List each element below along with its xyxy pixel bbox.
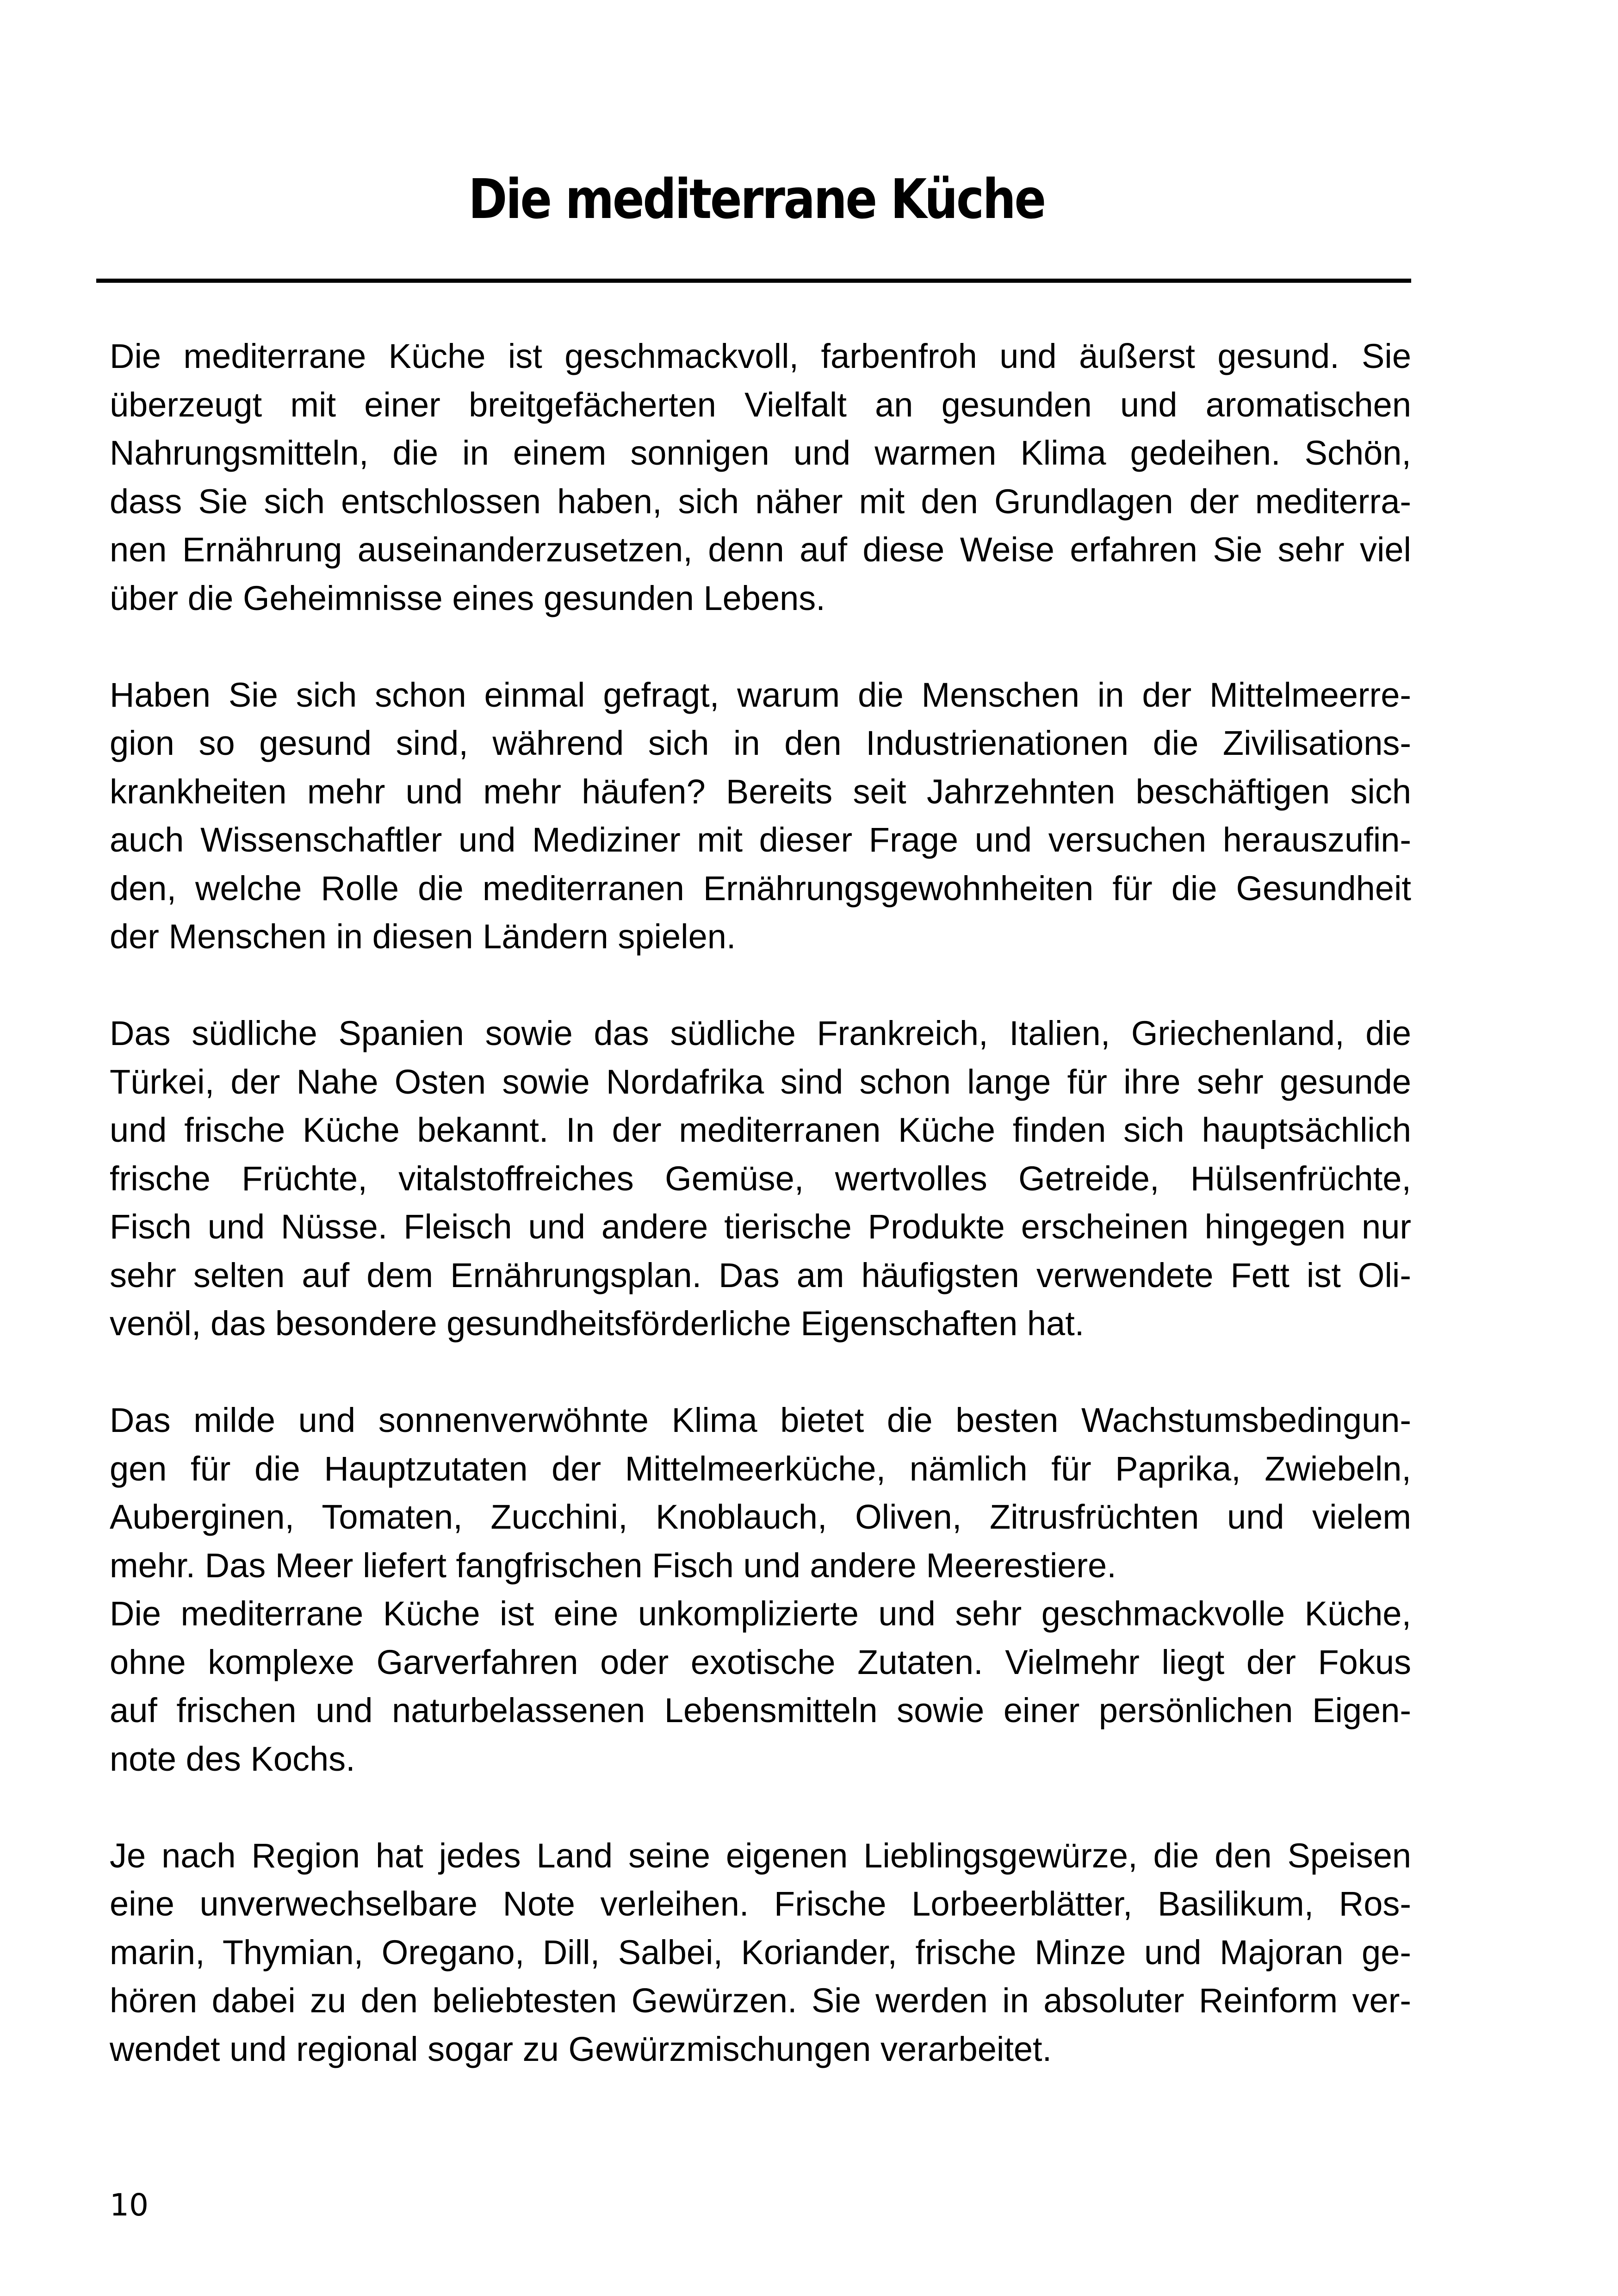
text-line: Auberginen, Tomaten, Zucchini, Knoblauch, Oliven, Zitrusfrüchten und vielem (110, 1498, 1411, 1536)
paragraph (110, 1396, 1411, 1590)
paragraph (110, 1009, 1411, 1348)
text-line: frische Früchte, vitalstoffreiches Gemüse, wertvolles Getreide, Hülsenfrüchte, (110, 1159, 1411, 1198)
text-line: sehr selten auf dem Ernährungsplan. Das am häufigsten verwendete Fett ist Oli- (110, 1256, 1411, 1294)
text-line: ohne komplexe Garverfahren oder exotische Zutaten. Vielmehr liegt der Fokus (110, 1643, 1411, 1681)
text-line: Die mediterrane Küche ist eine unkomplizierte und sehr geschmackvolle Küche, (110, 1594, 1411, 1633)
text-line: marin, Thymian, Oregano, Dill, Salbei, Koriander, frische Minze und Majoran ge- (110, 1933, 1411, 1972)
text-line: Haben Sie sich schon einmal gefragt, warum die Menschen in der Mittelmeerre- (110, 675, 1411, 714)
text-line: Türkei, der Nahe Osten sowie Nordafrika sind schon lange für ihre sehr gesunde (110, 1062, 1411, 1101)
text-line: den, welche Rolle die mediterranen Ernährungsgewohnheiten für die Gesundheit (110, 869, 1411, 908)
body-text (110, 332, 1411, 2122)
text-line: auch Wissenschaftler und Mediziner mit dieser Frage und versuchen herauszufin- (110, 821, 1411, 859)
paragraph (110, 1832, 1411, 2074)
title-divider (96, 279, 1411, 283)
text-line: über die Geheimnisse eines gesunden Lebens. (110, 579, 825, 617)
text-line: Je nach Region hat jedes Land seine eigenen Lieblingsgewürze, die den Speisen (110, 1836, 1411, 1875)
text-line: dass Sie sich entschlossen haben, sich näher mit den Grundlagen der mediterra- (110, 482, 1411, 521)
text-line: gen für die Hauptzutaten der Mittelmeerküche, nämlich für Paprika, Zwiebeln, (110, 1449, 1411, 1488)
page-title: Die mediterrane Küche (468, 167, 1045, 231)
text-line: krankheiten mehr und mehr häufen? Bereits seit Jahrzehnten beschäftigen sich (110, 772, 1411, 811)
text-line: Die mediterrane Küche ist geschmackvoll, farbenfroh und äußerst gesund. Sie (110, 337, 1411, 375)
text-line: überzeugt mit einer breitgefächerten Vielfalt an gesunden und aromatischen (110, 385, 1411, 424)
text-line: gion so gesund sind, während sich in den Industrienationen die Zivilisations- (110, 724, 1411, 762)
text-line: venöl, das besondere gesundheitsförderliche Eigenschaften hat. (110, 1304, 1085, 1343)
text-line: Fisch und Nüsse. Fleisch und andere tierische Produkte erscheinen hingegen nur (110, 1207, 1411, 1246)
paragraph (110, 671, 1411, 961)
paragraph (110, 1590, 1411, 1783)
text-line: mehr. Das Meer liefert fangfrischen Fisch und andere Meerestiere. (110, 1546, 1116, 1585)
text-line: auf frischen und naturbelassenen Lebensmitteln sowie einer persönlichen Eigen- (110, 1691, 1411, 1730)
page-number: 10 (110, 2187, 149, 2223)
text-line: Das milde und sonnenverwöhnte Klima bietet die besten Wachstumsbedingun- (110, 1401, 1411, 1439)
text-line: der Menschen in diesen Ländern spielen. (110, 917, 736, 956)
text-line: hören dabei zu den beliebtesten Gewürzen. Sie werden in absoluter Reinform ver- (110, 1981, 1411, 2020)
text-line: eine unverwechselbare Note verleihen. Frische Lorbeerblätter, Basilikum, Ros- (110, 1885, 1411, 1923)
text-line: note des Kochs. (110, 1739, 355, 1778)
text-line: und frische Küche bekannt. In der mediterranen Küche finden sich hauptsächlich (110, 1111, 1411, 1149)
text-line: wendet und regional sogar zu Gewürzmischungen verarbeitet. (110, 2029, 1052, 2068)
text-line: Das südliche Spanien sowie das südliche Frankreich, Italien, Griechenland, die (110, 1014, 1411, 1052)
text-line: nen Ernährung auseinanderzusetzen, denn auf diese Weise erfahren Sie sehr viel (110, 530, 1411, 569)
paragraph (110, 332, 1411, 622)
text-line: Nahrungsmitteln, die in einem sonnigen und warmen Klima gedeihen. Schön, (110, 434, 1411, 472)
